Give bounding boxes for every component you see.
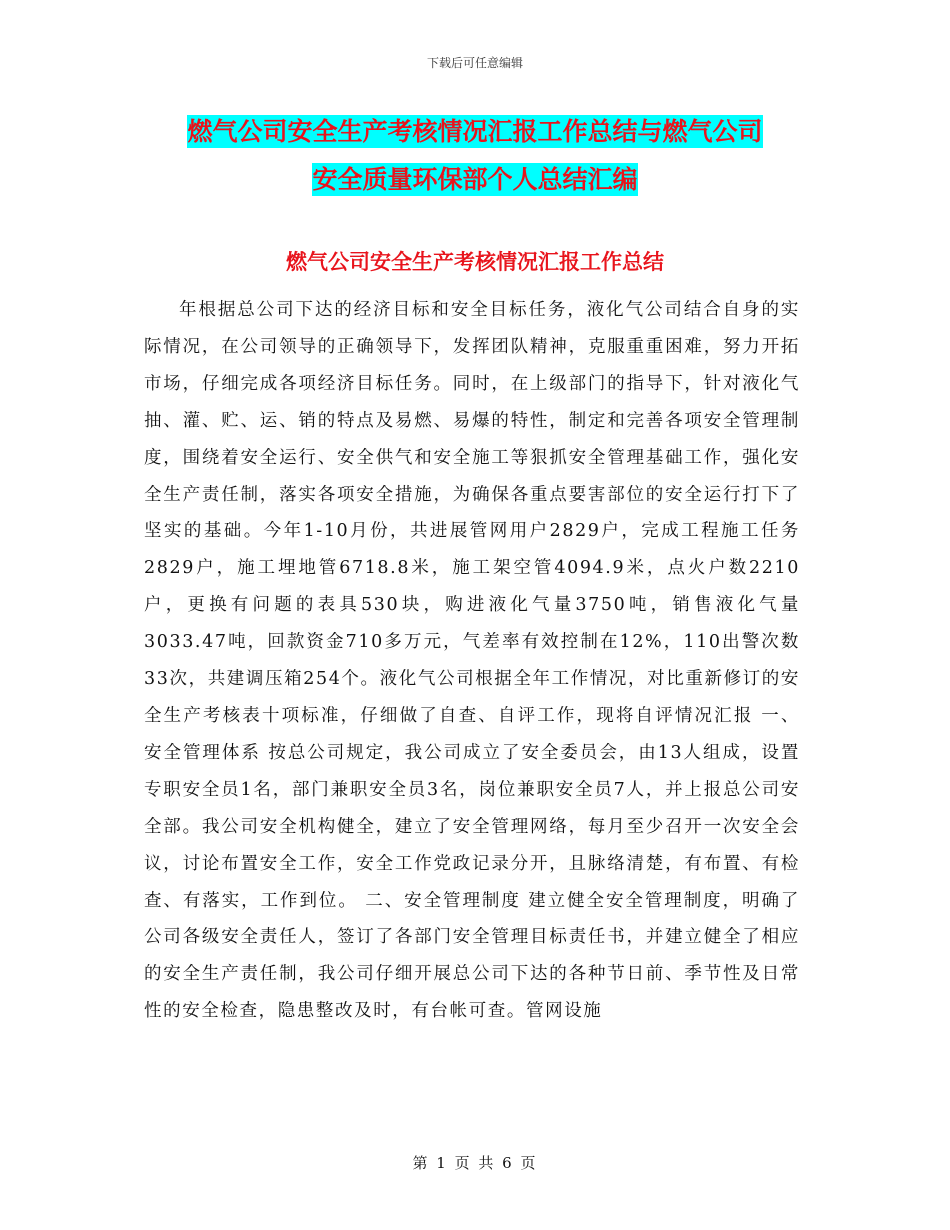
page-number: 第 1 页 共 6 页 <box>412 1154 538 1172</box>
body-paragraph: 年根据总公司下达的经济目标和安全目标任务，液化气公司结合自身的实际情况，在公司领导的正确领导下，发挥团队精神，克服重重困难，努力开拓市场，仔细完成各项经济目标任务。同时，在上级部门的指导下，针对液化气抽、灌、贮、运、销的特点及易燃、易爆的特性，制定和完善各项安全管理制度，围绕着安全运行、安全供气和安全施工等狠抓安全管理基础工作，强化安全生产责任制，落实各项安全措施，为确保各重点要害部位的安全运行打下了坚实的基础。今年1-10月份，共进展管网用户2829户，完成工程施工任务2829户，施工埋地管6718.8米，施工架空管4094.9米，点火户数2210户，更换有问题的表具530块，购进液化气量3750吨，销售液化气量3033.47吨，回款资金710多万元，气差率有效控制在12%，110出警次数33次，共建调压箱254个。液化气公司根据全年工作情况，对比重新修订的安全生产考核表十项标准，仔细做了自查、自评工作，现将自评情况汇报 一、安全管理体系 按总公司规定，我公司成立了安全委员会，由13人组成，设置专职安全员1名，部门兼职安全员3名，岗位兼职安全员7人，并上报总公司安全部。我公司安全机构健全，建立了安全管理网络，每月至少召开一次安全会议，讨论布置安全工作，安全工作党政记录分开，且脉络清楚，有布置、有检查、有落实，工作到位。 二、安全管理制度 建立健全安全管理制度，明确了公司各级安全责任人，签订了各部门安全管理目标责任书，并建立健全了相应的安全生产责任制，我公司仔细开展总公司下达的各种节日前、季节性及日常性的安全检查，隐患整改及时，有台帐可查。管网设施 <box>144 300 800 1022</box>
page-header-note: 下载后可任意编辑 <box>426 56 523 70</box>
document-title-line-1: 燃气公司安全生产考核情况汇报工作总结与燃气公司 <box>187 117 763 146</box>
document-title-line-2: 安全质量环保部个人总结汇编 <box>312 165 638 194</box>
section-heading: 燃气公司安全生产考核情况汇报工作总结 <box>286 250 664 274</box>
document-title <box>150 108 800 204</box>
